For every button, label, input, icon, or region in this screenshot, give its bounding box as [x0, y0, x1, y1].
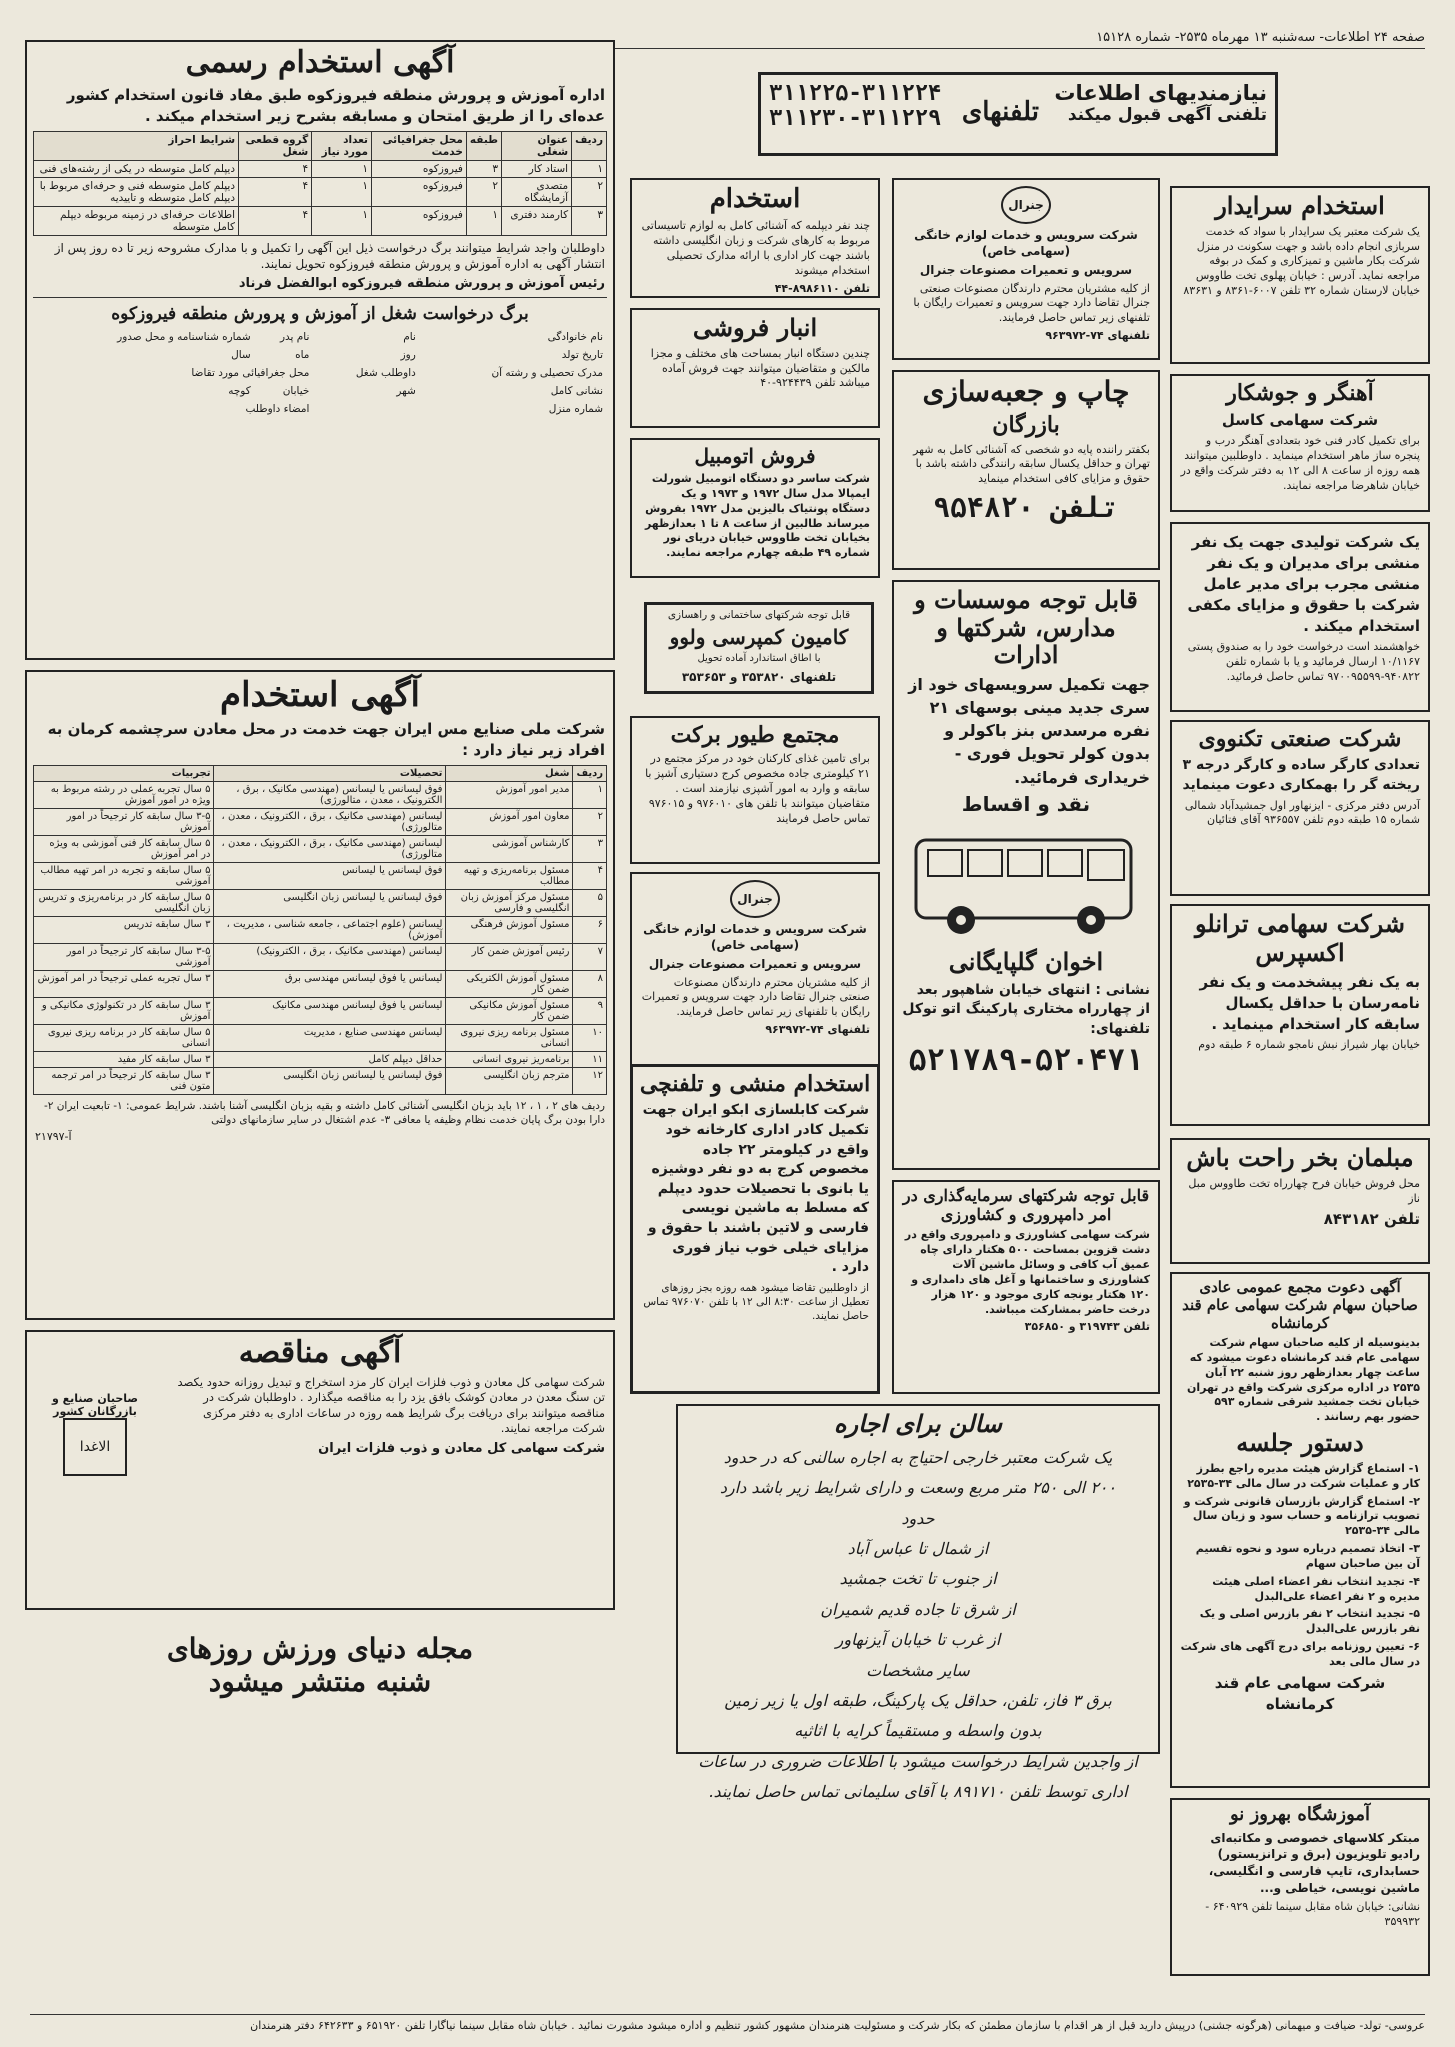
table-row	[34, 863, 607, 890]
cell: فوق لیسانس یا لیسانس زبان انگلیسی	[214, 890, 446, 917]
cell: ۱	[312, 160, 372, 177]
ad-tender	[25, 1330, 615, 1610]
phones-label: تلفنهای	[961, 97, 1039, 127]
table-row	[34, 177, 607, 206]
ad-meeting-body: بدینوسیله از کلیه صاحبان سهام شرکت سهامی عام قند کرمانشاه دعوت میشود که ساعت چهار بعدازظهر روز شنبه ۲۲ آبان ۲۵۳۵ در اداره مرکزی شرکت واقع در تهران خیابان تخت جمشید شرقی شماره ۵۹۳ حضور بهم رسانند .	[1186, 1336, 1420, 1424]
cell: لیسانس یا فوق لیسانس مهندسی مکانیک	[214, 998, 446, 1025]
ad-general2-body: از کلیه مشتریان محترم دارندگان مصنوعات صنعتی جنرال تقاضا دارد جهت سرویس و تعمیرات رایگان با تلفنهای زیر تماس حاصل فرمایند.	[641, 975, 870, 1019]
form-field[interactable]: نام خانوادگی	[547, 331, 603, 344]
ad-behrouz-body: مبتکر کلاسهای خصوصی و مکاتبه‌ای رادیو تلویزیون (برق و ترانزیستور) حسابداری، تایپ فارسی و انگلیسی، ماشین نویسی، خیاطی و...	[1208, 1830, 1420, 1895]
ad-bus-address: نشانی : انتهای خیابان شاهپور بعد از چهارراه مختاری پارکینگ اتو توکل تلفنهای:	[902, 981, 1150, 1037]
col-header: ردیف	[573, 766, 607, 782]
cell: ۴	[573, 863, 607, 890]
ad-tender-body: شرکت سهامی کل معادن و ذوب فلزات ایران کار مزد استخراج و تبدیل روزانه حدود یکصد تن سنگ معدن در معادن کوشک بافق یزد را به مناقصه میگذارد . داوطلبان شرکت در مناقصه میتوانند برای دریافت برگ شرایط همه روزه در ساعات اداری به دفتر مرکزی شرکت مراجعه نمایند.	[177, 1374, 605, 1436]
form-field[interactable]: شماره شناسنامه و محل صدور	[117, 331, 251, 344]
ad-bus-seller: اخوان گلپایگانی	[948, 946, 1104, 976]
cell: ۲	[572, 177, 607, 206]
ad-hall-lines	[678, 1443, 1158, 1808]
ad-general2-title: شرکت سرویس و خدمات لوازم خانگی (سهامی خاص)	[643, 922, 867, 953]
cell: مسئول برنامه‌ریزی و تهیه مطالب	[446, 863, 573, 890]
ad-estekhdam-small-body: چند نفر دیپلمه که آشنائی کامل به لوازم تاسیساتی مربوط به کارهای شرکت و زبان انگلیسی داشته باشند جهت کار اداری با ارائه مدارک تحصیلی استخدام میشوند	[641, 219, 870, 277]
cell: دیپلم کامل متوسطه فنی و حرفه‌ای مربوط با دیپلم کامل متوسطه و تاییدیه	[34, 177, 239, 206]
ad-tayour-title: مجتمع طیور برکت	[670, 722, 840, 748]
cell: برنامه‌ریز نیروی انسانی	[446, 1052, 573, 1068]
form-field[interactable]: نام پدر	[279, 331, 310, 344]
cell: ۲	[466, 177, 501, 206]
table-row	[34, 1052, 607, 1068]
ad-furniture	[1170, 1138, 1430, 1264]
phones-line1: ۳۱۱۲۲۵-۳۱۱۲۲۴	[769, 81, 942, 106]
ad-bus-title: قابل توجه موسسات و مدارس، شرکتها و ادارات	[914, 585, 1138, 670]
ad-mes-notes: ردیف های ۲ ، ۱ ، ۱۲ باید بزبان انگلیسی آشنائی کامل داشته و بقیه بزبان انگلیسی آشنا باشند. شرایط عمومی: ۱- تابعیت ایران ۲- دارا بودن برگ پایان خدمت نظام وظیفه یا معافی ۳- عدم اشتغال در سایر سازمانهای دولتی	[43, 1100, 605, 1127]
cell: فیروزکوه	[372, 160, 467, 177]
form-field[interactable]: سال	[231, 349, 251, 362]
hall-line: از غرب تا خیابان آیزنهاور	[835, 1630, 1001, 1650]
ad-transexpress-address: خیابان بهار شیراز نبش نامجو شماره ۶ طبقه دوم	[1198, 1037, 1420, 1051]
ad-general-1	[892, 178, 1160, 360]
ad-ahangar	[1170, 374, 1430, 512]
cell: فیروزکوه	[372, 206, 467, 235]
cell: ۱۰	[573, 1025, 607, 1052]
form-field[interactable]: کوچه	[228, 385, 251, 398]
cell: ۵ سال سابقه کار در برنامه ریزی نیروی انسانی	[34, 1025, 214, 1052]
ad-general1-body: از کلیه مشتریان محترم دارندگان مصنوعات صنعتی جنرال تقاضا دارد جهت سرویس و تعمیرات رایگان با تلفنهای زیر تماس حاصل فرمایند.	[913, 281, 1150, 325]
cell: ۵	[573, 890, 607, 917]
ad-mes-table	[33, 765, 607, 1095]
ad-official-intro: اداره آموزش و پرورش منطقه فیروزکوه طبق مفاد قانون استخدام کشور عده‌ای را از طریق امتحان و مسابقه بشرح زیر استخدام میکند .	[66, 85, 605, 125]
cell: ۱۲	[573, 1068, 607, 1095]
hall-line: از واجدین شرایط درخواست میشود با اطلاعات ضروری در ساعات	[698, 1751, 1138, 1771]
ad-general1-subtitle: سرویس و تعمیرات مصنوعات جنرال	[919, 263, 1133, 278]
ad-monshi-body: شرکت کابلسازی ابکو ایران جهت تکمیل کادر اداری کارخانه خود واقع در کیلومتر ۲۲ جاده مخصوص کرج به دو نفر دوشیزه یا بانوی با تحصیلات حدود دیپلم که مسلط به ماشین نویسی فارسی و لاتین باشند با حقوق و مزایای خیلی خوب نیاز فوری دارد .	[642, 1102, 869, 1276]
ad-teknovi-title: شرکت صنعتی تکنووی	[1198, 726, 1402, 752]
ad-teknovi	[1170, 720, 1430, 896]
cell: ۳	[573, 836, 607, 863]
cell: ۲	[573, 809, 607, 836]
agenda-item: ۴- تجدید انتخاب نفر اعضاء اصلی هیئت مدیره و ۲ نفر اعضاء علی‌البدل	[1212, 1574, 1420, 1603]
cell: مترجم زبان انگلیسی	[446, 1068, 573, 1095]
ad-furniture-phone: تلفن ۸۴۳۱۸۲	[1323, 1210, 1420, 1229]
cell: لیسانس یا فوق لیسانس مهندسی برق	[214, 971, 446, 998]
ad-chap	[892, 370, 1160, 570]
cell: اطلاعات حرفه‌ای در زمینه مربوطه دیپلم کامل متوسطه	[34, 206, 239, 235]
cell: استاد کار	[502, 160, 572, 177]
table-row	[34, 836, 607, 863]
table-row	[34, 1068, 607, 1095]
cell: کارشناس آموزشی	[446, 836, 573, 863]
ad-official-employment	[25, 40, 615, 660]
cell: متصدی آزمایشگاه	[502, 177, 572, 206]
ad-invest-phone: تلفن ۳۱۹۷۴۳ و ۳۵۶۸۵۰	[1024, 1320, 1150, 1334]
phones-subtitle: تلفنی آگهی قبول میکند	[1067, 105, 1267, 125]
cell: ۴	[239, 177, 312, 206]
cell: ۱	[312, 177, 372, 206]
col-header: ردیف	[572, 131, 607, 160]
ad-chap-subtitle: بازرگان	[992, 412, 1060, 439]
ad-general1-title: شرکت سرویس و خدمات لوازم خانگی (سهامی خاص)	[914, 228, 1138, 259]
ad-estekhdam-small-title: استخدام	[709, 184, 801, 214]
cell: ۳ سال سابقه تدریس	[34, 917, 214, 944]
ad-meeting	[1170, 1272, 1430, 1788]
ad-furniture-title: مبلمان بخر راحت باش	[1186, 1143, 1414, 1172]
tender-emblem-icon: الاغدا	[63, 1418, 127, 1476]
cell: ۴	[239, 160, 312, 177]
cell: ۳	[572, 206, 607, 235]
ad-mes-title: آگهی استخدام	[220, 675, 420, 715]
cell: لیسانس (مهندسی مکانیک ، برق ، الکترونیک)	[214, 944, 446, 971]
agenda-list	[1172, 1462, 1428, 1670]
ad-saraydar-body: یک شرکت معتبر یک سرایدار با سواد که خدمت سربازی انجام داده باشد و جهت سکونت در منزل شرکت بکار ماشین و تمیزکاری و کمک در بوفه مراجعه نماید. آدرس : خیابان پهلوی تخت طاووس خیابان لارستان شماره ۳۲ تلفن ۶۰۰۷-۸۳۶۱ و ۸۳۶۳۱	[1183, 224, 1420, 298]
cell: فوق لیسانس یا لیسانس (مهندسی مکانیک ، برق ، الکترونیک ، معدن ، متالورژی)	[214, 782, 446, 809]
phones-title: نیازمندیهای اطلاعات	[1054, 81, 1267, 105]
cell: لیسانس (علوم اجتماعی ، جامعه شناسی ، مدیریت ، آموزش)	[214, 917, 446, 944]
ad-monshi-title: استخدام منشی و تلفنچی	[639, 1071, 871, 1097]
ad-official-title: آگهی استخدام رسمی	[185, 45, 455, 80]
cell: لیسانس مهندسی صنایع ، مدیریت	[214, 1025, 446, 1052]
general-logo-icon: جنرال	[1001, 186, 1051, 224]
cell: ۱	[572, 160, 607, 177]
ad-ahangar-subtitle: شرکت سهامی کاسل	[1221, 411, 1379, 430]
ad-chap-phone: تلفن ۹۵۴۸۲۰	[933, 491, 1119, 525]
ad-invest	[892, 1180, 1160, 1394]
ad-meeting-signature: شرکت سهامی عام قند کرمانشاه	[1214, 1673, 1386, 1713]
ad-chap-body: بکفتر راننده پایه دو شخصی که آشنائی کامل به شهر تهران و حداقل یکسال سابقه رانندگی داشته باشد با حقوق و مزایای کافی استخدام مینماید	[913, 442, 1150, 486]
agenda-item: ۱- استماع گزارش هیئت مدیره راجع بطرز کار و عملیات شرکت در سال مالی ۳۴-۲۵۳۵	[1187, 1461, 1420, 1490]
hall-line: بدون واسطه و مستقیماً کرایه با اثاثیه	[794, 1721, 1042, 1741]
page-footer: عروسی- تولد- ضیافت و میهمانی (هرگونه جشنی) درپیش دارید قبل از هر اقدام با سازمان مطمئن که بکار شرکت و مسئولیت هنرمندان مشهور کشور تنظیم و اداره میشود مشورت نمائید . خیابان شاه مقابل سینما نیاگارا تلفن ۶۵۱۹۲۰ و ۶۴۲۶۳۳ دفتر هنرمندان	[30, 2014, 1425, 2037]
ad-official-body: داوطلبان واجد شرایط میتوانند برگ درخواست ذیل این آگهی را تکمیل و با مدارک مشروحه زیر تا ده روز پس از انتشار آگهی به اداره آموزش و پرورش منطقه فیروزکوه تحویل نمایند.	[54, 240, 605, 271]
cell: ۴	[239, 206, 312, 235]
ad-car-body: شرکت ساسر دو دستگاه اتومبیل شورلت ایمپالا مدل سال ۱۹۷۲ و ۱۹۷۳ و یک دستگاه پونتیاک بالیزین مدل ۱۹۷۲ بفروش میرساند طالبین از ساعت ۸ تا ۱ بعدازظهر بخیابان تخت طاووس خیابان دریای نور شماره ۴۹ طبقه چهارم مراجعه نمایند.	[644, 472, 870, 560]
cell: ۵ سال سابقه و تجربه در امر تهیه مطالب آموزشی	[34, 863, 214, 890]
form-field[interactable]: شهر	[396, 385, 416, 398]
ad-car-sale	[630, 438, 880, 578]
form-field[interactable]: شماره منزل	[548, 403, 603, 416]
ad-bus-terms: نقد و اقساط	[961, 791, 1091, 816]
hall-line: یک شرکت معتبر خارجی احتیاج به اجاره سالنی که در حدود	[723, 1447, 1113, 1467]
ad-tayour-body: برای تامین غذای کارکنان خود در مرکز مجتمع در ۲۱ کیلومتری جاده مخصوص کرج دستیاری آشپز با سابقه و وارد به امور آشپزی نیازمند است . متقاضیان میتوانند با تلفن های ۹۷۶۰۱۰ و ۹۷۶۰۱۵ تماس حاصل فرمایند	[645, 752, 870, 825]
application-form	[33, 328, 607, 418]
hall-line: از شمال تا عباس آباد	[847, 1538, 989, 1558]
cell: مسئول آموزش الکتریکی ضمن کار	[446, 971, 573, 998]
ad-invest-title: قابل توجه شرکتهای سرمایه‌گذاری در امر دامپروری و کشاورزی	[902, 1186, 1150, 1225]
agenda-item: ۳- اتخاذ تصمیم درباره سود و نحوه تقسیم آن بین صاحبان سهام	[1195, 1542, 1420, 1570]
ad-behrouz-address: نشانی: خیابان شاه مقابل سینما تلفن ۶۴۰۹۲۹ - ۳۵۹۹۳۲	[1205, 1899, 1420, 1928]
ad-anbar-body: چندین دستگاه انبار بمساحت های مختلف و مجزا مالکین و متقاضیان میتوانند جهت فروش آماده میباشد تلفن ۹۲۴۴۳۹-۴۰	[650, 346, 870, 390]
cell: کارمند دفتری	[502, 206, 572, 235]
ad-mes-employment	[25, 670, 615, 1320]
col-header: گروه قطعی شغل	[239, 131, 312, 160]
ad-secretary	[1170, 522, 1430, 712]
cell: ۱	[466, 206, 501, 235]
ad-transexpress-body: به یک نفر پیشخدمت و یک نفر نامه‌رسان با حداقل یکسال سابقه کار استخدام مینماید .	[1199, 972, 1420, 1033]
cell: فوق لیسانس یا لیسانس زبان انگلیسی	[214, 1068, 446, 1095]
table-row	[34, 917, 607, 944]
ad-mes-code: آ-۲۱۷۹۷	[35, 1130, 72, 1144]
cell: ۷	[573, 944, 607, 971]
ad-transexpress-title: شرکت سهامی ترانلو اکسپرس	[1194, 909, 1405, 967]
tender-emblem-caption: صاحبان صنایع و بازرگانان کشور	[51, 1392, 139, 1418]
ad-camion-title: کامیون کمپرسی ولوو	[669, 625, 849, 650]
cell: حداقل دیپلم کامل	[214, 1052, 446, 1068]
table-row	[34, 971, 607, 998]
cell: ۱	[573, 782, 607, 809]
form-field[interactable]: تاریخ تولد	[561, 349, 603, 362]
running-header: صفحه ۲۴ اطلاعات- سه‌شنبه ۱۳ مهرماه ۲۵۳۵- شماره ۱۵۱۲۸	[30, 30, 1425, 49]
ad-behrouz	[1170, 1798, 1430, 1976]
ad-teknovi-address: آدرس دفتر مرکزی - ایزنهاور اول جمشیدآباد شمالی شماره ۱۵ طبقه دوم تلفن ۹۳۶۵۵۷ آقای فتائیان	[1184, 798, 1420, 827]
ad-chap-title: چاپ و جعبه‌سازی	[922, 375, 1130, 408]
form-field[interactable]: ماه	[295, 349, 310, 362]
table-row	[34, 160, 607, 177]
cell: ۳ سال سابقه کار در تکنولوژی مکانیکی و آموزش	[34, 998, 214, 1025]
ad-general2-subtitle: سرویس و تعمیرات مصنوعات جنرال	[648, 957, 862, 972]
ad-general2-phone: تلفنهای ۷۴-۹۶۳۹۷۲	[765, 1023, 870, 1037]
minibus-icon	[906, 822, 1146, 942]
form-field[interactable]: محل جغرافیائی مورد تقاضا	[191, 367, 310, 380]
ad-official-form-title: برگ درخواست شغل از آموزش و پرورش منطقه فیروزکوه	[33, 297, 607, 324]
sport-line1: مجله دنیای ورزش روزهای	[166, 1632, 474, 1665]
ad-secretary-body: خواهشمند است درخواست خود را به صندوق پستی ۱۰/۱۱۶۷ ارسال فرمائید و یا با شماره تلفن ۹۴۰۸۲۲-۹۷۰۰۹۵۵۹۹ تماس حاصل فرمائید.	[1187, 640, 1420, 683]
table-row	[34, 809, 607, 836]
ad-bus	[892, 580, 1160, 1170]
col-header: تعداد مورد نیاز	[312, 131, 372, 160]
phones-line2: ۳۱۱۲۳۰-۳۱۱۲۲۹	[769, 106, 942, 131]
cell: فوق لیسانس یا لیسانس	[214, 863, 446, 890]
cell: لیسانس (مهندسی مکانیک ، برق ، الکترونیک ، معدن ، متالورژی)	[214, 809, 446, 836]
ad-hall-title: سالن برای اجاره	[833, 1409, 1003, 1438]
cell: لیسانس (مهندسی مکانیک ، برق ، الکترونیک ، معدن ، متالورژی)	[214, 836, 446, 863]
hall-line: از جنوب تا تخت جمشید	[839, 1569, 997, 1589]
cell: ۳	[466, 160, 501, 177]
form-field[interactable]: روز	[400, 349, 416, 362]
ad-tayour	[630, 716, 880, 864]
form-field[interactable]: نام	[403, 331, 416, 344]
ad-general-2	[630, 872, 880, 1072]
cell: فیروزکوه	[372, 177, 467, 206]
hall-line: اداری توسط تلفن ۸۹۱۷۱۰ با آقای سلیمانی تماس حاصل نمایند.	[708, 1782, 1128, 1802]
hall-line: حدود	[901, 1508, 935, 1528]
table-row	[34, 890, 607, 917]
ad-camion	[644, 602, 874, 694]
table-row	[34, 998, 607, 1025]
cell: معاون امور آموزش	[446, 809, 573, 836]
ad-hall-rent	[676, 1404, 1160, 1802]
cell: ۱	[312, 206, 372, 235]
agenda-item: ۲- استماع گزارش بازرسان قانونی شرکت و تصویب ترازنامه و حساب سود و زیان سال مالی ۳۴-۲۵۳۵	[1183, 1494, 1420, 1538]
ad-tender-title: آگهی مناقصه	[238, 1335, 402, 1370]
cell: ۳ سال تجربه عملی ترجیحاً در امر آموزش	[34, 971, 214, 998]
ad-camion-phone: تلفنهای ۳۵۳۸۲۰ و ۳۵۳۶۵۳	[681, 669, 837, 684]
ad-official-signature: رئیس آموزش و پرورش منطقه فیروزکوه ابوالفضل فرناد	[238, 275, 605, 291]
form-field[interactable]: مدرک تحصیلی و رشته آن	[491, 367, 603, 380]
cell: ۳-۵ سال سابقه کار ترجیحاً در امور آموزشی	[34, 944, 214, 971]
general-logo-icon: جنرال	[730, 880, 780, 918]
ad-anbar	[630, 308, 880, 428]
ad-monshi-footer: از داوطلبین تقاضا میشود همه روزه بجز روزهای تعطیل از ساعت ۸:۳۰ الی ۱۲ با تلفن ۹۷۶۰۷۰ تماس حاصل نمایند.	[643, 1281, 869, 1323]
ad-car-title: فروش اتومبیل	[694, 444, 816, 468]
col-header: عنوان شغلی	[502, 131, 572, 160]
cell: ۳-۵ سال سابقه کار ترجیحاً در امور آموزش	[34, 809, 214, 836]
ad-bus-body: جهت تکمیل سرویسهای خود از سری جدید مینی بوسهای ۲۱ نفره مرسدس بنز باکولر و بدون کولر تحویل فوری - خریداری فرمائید.	[908, 674, 1150, 787]
ad-anbar-title: انبار فروشی	[692, 313, 818, 342]
hall-line: سایر مشخصات	[866, 1660, 970, 1680]
ad-monshi	[630, 1064, 880, 1394]
table-row	[34, 206, 607, 235]
cell: ۵ سال سابقه کار در برنامه‌ریزی و تدریس زبان انگلیسی	[34, 890, 214, 917]
ad-transexpress	[1170, 904, 1430, 1126]
hall-line: از شرق تا جاده قدیم شمیران	[820, 1599, 1016, 1619]
form-field[interactable]: امضاء داوطلب	[245, 403, 310, 416]
ad-official-table	[33, 131, 607, 236]
ad-furniture-body: محل فروش خیابان فرح چهارراه تخت طاووس مبل ناز	[1188, 1176, 1420, 1205]
hall-line: ۲۰۰ الی ۲۵۰ متر مربع وسعت و دارای شرایط زیر باشد دارد	[719, 1478, 1117, 1498]
cell: رئیس آموزش ضمن کار	[446, 944, 573, 971]
ad-mes-intro: شرکت ملی صنایع مس ایران جهت خدمت در محل معادن سرچشمه کرمان به افراد زیر نیاز دارد :	[47, 720, 605, 760]
ad-bus-phone: ۵۲۱۷۸۹-۵۲۰۴۷۱	[908, 1043, 1144, 1079]
cell: ۶	[573, 917, 607, 944]
form-field[interactable]: خیابان	[282, 385, 310, 398]
cell: ۸	[573, 971, 607, 998]
col-header: طبقه	[466, 131, 501, 160]
col-header: محل جغرافیائی خدمت	[372, 131, 467, 160]
cell: مسئول برنامه ریزی نیروی انسانی	[446, 1025, 573, 1052]
form-field[interactable]: نشانی کامل	[550, 385, 603, 398]
ad-secretary-title: یک شرکت تولیدی جهت یک نفر منشی برای مدیران و یک نفر منشی مجرب برای مدیر عامل شرکت با حقوق و مزایای مکفی استخدام میکند .	[1187, 533, 1420, 635]
ad-teknovi-body: تعدادی کارگر ساده و کارگر درجه ۳ ریخته گر را بهمکاری دعوت مینماید	[1182, 757, 1420, 793]
ad-estekhdam-small	[630, 178, 880, 298]
ad-meeting-agenda-title: دستور جلسه	[1236, 1428, 1364, 1458]
col-header: تحصیلات	[214, 766, 446, 782]
ad-meeting-title: آگهی دعوت مجمع عمومی عادی صاحبان سهام شرکت سهامی عام قند کرمانشاه	[1182, 1278, 1418, 1332]
ad-estekhdam-small-phone: تلفن ۸۹۸۶۱۱۰-۴۴	[774, 281, 870, 295]
sport-line2: شنبه منتشر میشود	[208, 1665, 432, 1698]
ad-saraydar-title: استخدام سرایدار	[1215, 191, 1385, 220]
ad-sport-magazine	[25, 1620, 615, 1740]
ad-invest-body: شرکت سهامی کشاورزی و دامپروری واقع در دشت قزوین بمساحت ۵۰۰ هکتار دارای چاه عمیق آب کافی و وسائل ماشین آلات کشاورزی و ساختمانها و آغل های دامداری و ۱۲۰ هکتار یونجه کاری موجود و ۱۲۰ هزار درخت حاضر بمشارکت میباشد.	[904, 1228, 1150, 1316]
cell: ۳ سال سابقه کار ترجیحاً در امر ترجمه متون فنی	[34, 1068, 214, 1095]
ad-saraydar	[1170, 186, 1430, 364]
agenda-item: ۶- تعیین روزنامه برای درج آگهی های شرکت در سال مالی بعد	[1180, 1640, 1420, 1668]
cell: مسئول آموزش فرهنگی	[446, 917, 573, 944]
table-row	[34, 782, 607, 809]
ad-ahangar-body: برای تکمیل کادر فنی خود بتعدادی آهنگر درب و پنجره ساز ماهر استخدام مینماید . داوطلبین میتوانند همه روزه از ساعت ۸ الی ۱۲ به دفتر شرکت واقع در خیابان شاهرضا مراجعه نمایند.	[1180, 434, 1420, 492]
cell: مدیر امور آموزش	[446, 782, 573, 809]
cell: مسئول آموزش مکانیکی ضمن کار	[446, 998, 573, 1025]
cell: ۵ سال سابقه کار فنی آموزشی به ویژه در امر آموزش	[34, 836, 214, 863]
ad-camion-sub: با اطاق استاندارد آماده تحویل	[697, 653, 821, 665]
col-header: شغل	[446, 766, 573, 782]
cell: ۵ سال تجربه عملی در رشته مربوط به ویژه در امور آموزش	[34, 782, 214, 809]
cell: ۳ سال سابقه کار مفید	[34, 1052, 214, 1068]
ad-behrouz-title: آموزشگاه بهروز نو	[1229, 1804, 1371, 1825]
agenda-item: ۵- تجدید انتخاب ۲ نفر بازرس اصلی و یک نفر بازرس علی‌البدل	[1199, 1607, 1420, 1636]
ad-camion-top: قابل توجه شرکتهای ساختمانی و راهسازی	[667, 609, 851, 621]
table-row	[34, 944, 607, 971]
cell: دیپلم کامل متوسطه در یکی از رشته‌های فنی	[34, 160, 239, 177]
table-row	[34, 1025, 607, 1052]
col-header: شرایط احراز	[34, 131, 239, 160]
form-field[interactable]: داوطلب شغل	[355, 367, 416, 380]
cell: مسئول مرکز آموزش زبان انگلیسی و فارسی	[446, 890, 573, 917]
hall-line: برق ۳ فاز، تلفن، حداقل یک پارکینگ، طبقه اول یا زیر زمین	[724, 1690, 1112, 1710]
phones-banner	[758, 72, 1278, 156]
cell: ۹	[573, 998, 607, 1025]
ad-general1-phone: تلفنهای ۷۴-۹۶۳۹۷۲	[1045, 329, 1150, 343]
ad-tender-signature: شرکت سهامی کل معادن و ذوب فلزات ایران	[318, 1440, 605, 1456]
col-header: تجربیات	[34, 766, 214, 782]
ad-ahangar-title: آهنگر و جوشکار	[1226, 380, 1374, 406]
cell: ۱۱	[573, 1052, 607, 1068]
